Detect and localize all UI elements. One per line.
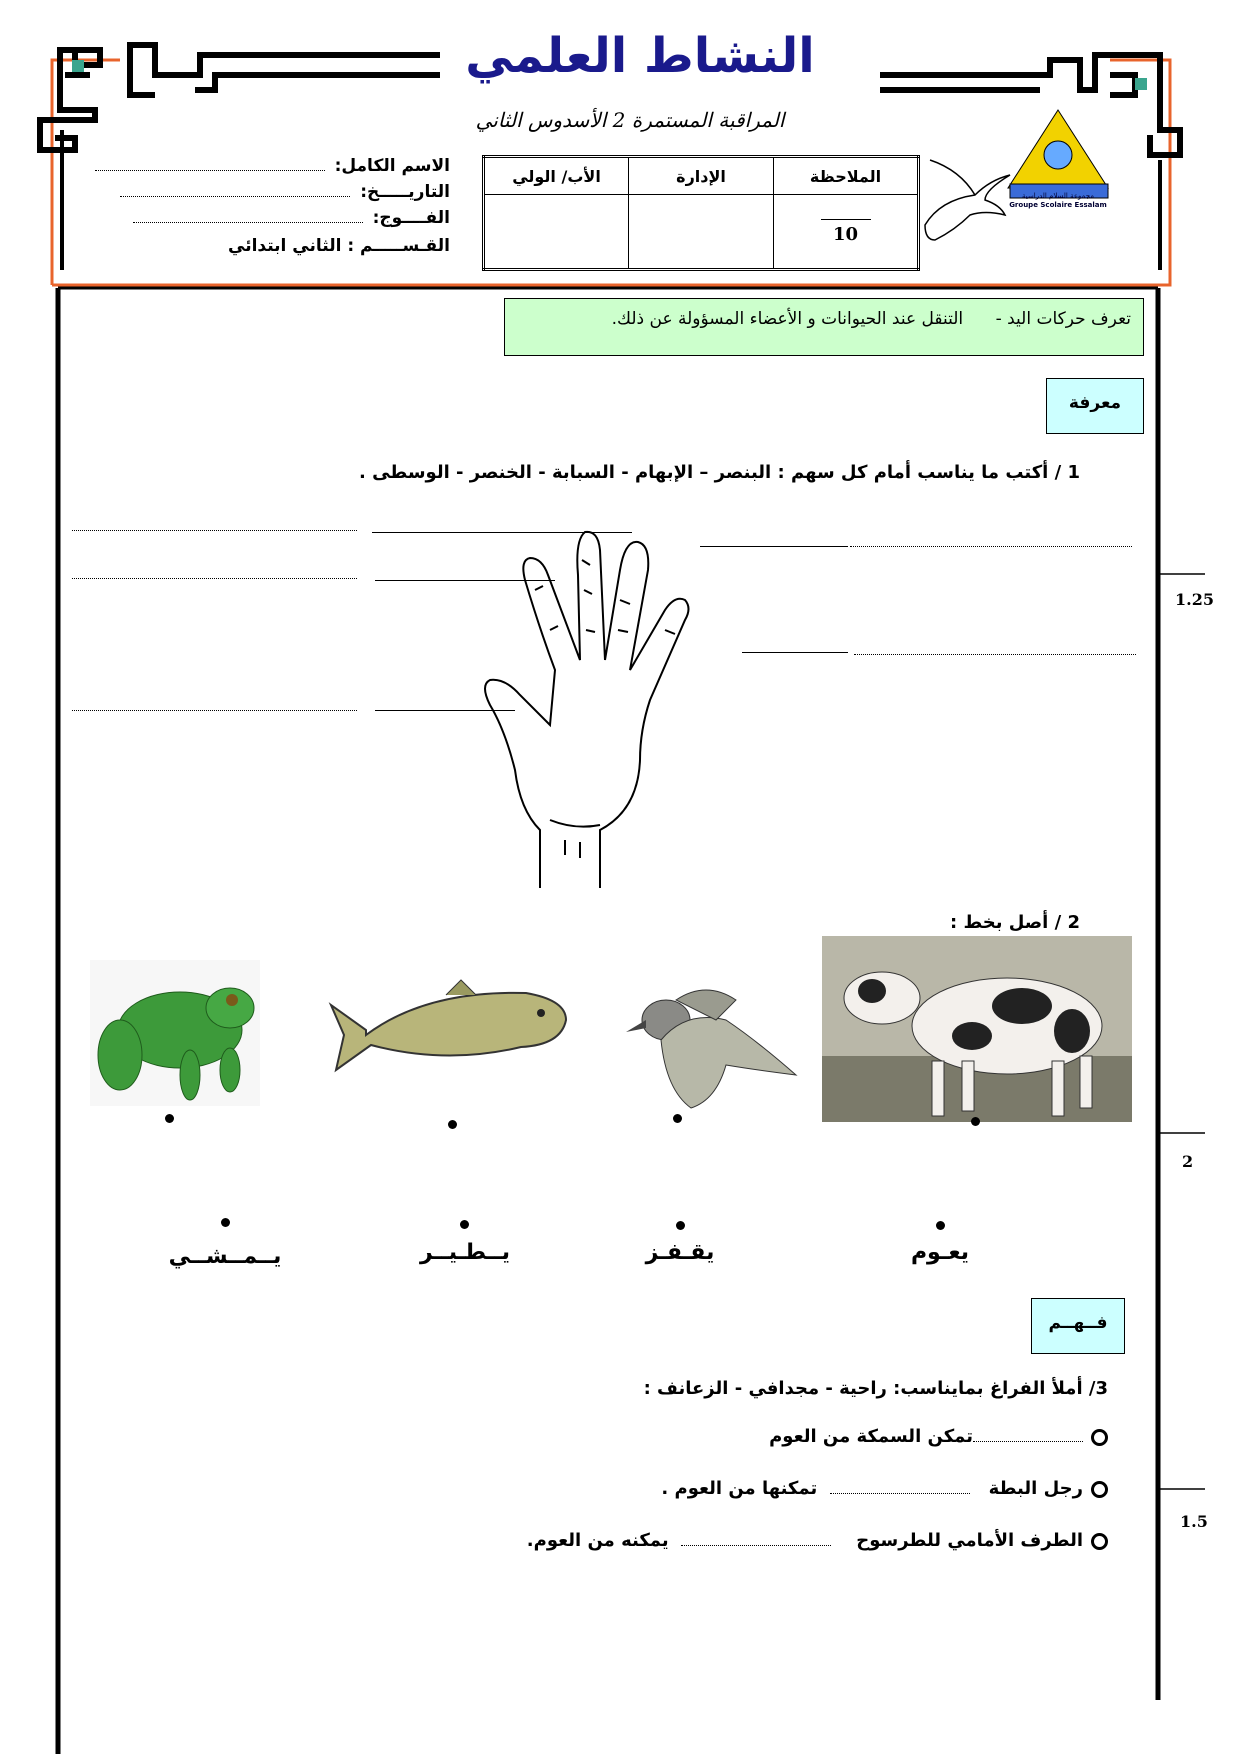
verb-dot-swim[interactable]: [936, 1221, 945, 1230]
group-blank[interactable]: [133, 210, 363, 223]
name-label: الاسم الكامل:: [334, 156, 450, 176]
parent-header: الأب/ الولي: [484, 157, 629, 195]
objective-part1: تعرف حركات اليد -: [995, 309, 1131, 329]
score-q2: 2: [1182, 1152, 1194, 1171]
arrow-2: [375, 580, 555, 581]
score-q3: 1.5: [1180, 1512, 1208, 1531]
hand-illustration: [480, 520, 780, 890]
answer-line-2[interactable]: [72, 578, 357, 579]
frog-dot[interactable]: [165, 1114, 174, 1123]
fish-image: [326, 975, 571, 1085]
arrow-4: [700, 546, 848, 547]
bullet-icon: [1091, 1429, 1108, 1446]
blank-3[interactable]: [681, 1533, 831, 1546]
name-blank[interactable]: [95, 158, 325, 171]
school-logo: [1008, 110, 1108, 198]
answer-line-3[interactable]: [72, 710, 357, 711]
bullet-icon: [1091, 1533, 1108, 1550]
fish-dot[interactable]: [448, 1120, 457, 1129]
answer-line-4[interactable]: [850, 546, 1132, 547]
arrow-1: [372, 532, 632, 533]
fill-1-after: تمكن السمكة من العوم: [769, 1426, 973, 1447]
grade-total: 10: [821, 219, 871, 245]
admin-signature-cell[interactable]: [629, 195, 774, 270]
group-field[interactable]: [90, 208, 450, 228]
frog-image: [90, 960, 260, 1106]
grade-cell: [774, 195, 919, 270]
arrow-3: [375, 710, 515, 711]
fill-2-after: تمكنها من العوم .: [661, 1478, 818, 1499]
answer-line-5[interactable]: [854, 654, 1136, 655]
logo-text-fr: Groupe Scolaire Essalam: [1009, 201, 1107, 209]
logo-text-ar: مجموعة السلام الدراسية: [1022, 192, 1094, 200]
section-understanding: فــهــم: [1031, 1298, 1125, 1354]
verb-dot-fly[interactable]: [460, 1220, 469, 1229]
grade-table: [482, 155, 920, 271]
cow-dot[interactable]: [971, 1117, 980, 1126]
page-title: النشاط العلمي: [465, 28, 815, 84]
date-label: التاريـــــخ:: [360, 182, 450, 202]
date-blank[interactable]: [120, 184, 350, 197]
verb-fly: يــطـيــر: [420, 1240, 510, 1265]
class-value: الثاني ابتدائي: [228, 236, 342, 256]
pigeon-dot[interactable]: [673, 1114, 682, 1123]
name-field[interactable]: [90, 156, 450, 176]
fill-line-1: [560, 1426, 1108, 1447]
verb-swim: يعـوم: [910, 1240, 970, 1265]
fill-3-before: الطرف الأمامي للطرسوح: [856, 1530, 1083, 1551]
objective-box: [504, 298, 1144, 356]
verb-walk: يــمــشــي: [168, 1244, 282, 1269]
bullet-icon: [1091, 1481, 1108, 1498]
date-field[interactable]: [90, 182, 450, 202]
page-subtitle: المراقبة المستمرة 2 الأسدوس الثاني: [475, 108, 785, 132]
fill-3-after: يمكنه من العوم.: [526, 1530, 669, 1551]
dove-icon: [925, 160, 1010, 240]
fill-2-before: رجل البطة: [988, 1478, 1083, 1499]
pigeon-image: [606, 980, 806, 1110]
verb-dot-jump[interactable]: [676, 1221, 685, 1230]
logo-text: [1004, 192, 1112, 210]
objective-part2: التنقل عند الحيوانات و الأعضاء المسؤولة عن ذلك.: [611, 309, 964, 329]
blank-1[interactable]: [973, 1429, 1083, 1442]
blank-2[interactable]: [830, 1481, 970, 1494]
question-1: 1 / أكتب ما يناسب أمام كل سهم : البنصر – الإبهام - السبابة - الخنصر - الوسطى .: [358, 462, 1080, 483]
verb-jump: يقـفـز: [645, 1240, 715, 1265]
question-2: 2 / أصل بخط :: [949, 912, 1080, 933]
section-knowledge: معرفة: [1046, 378, 1144, 434]
answer-line-1[interactable]: [72, 530, 357, 531]
score-q1: 1.25: [1175, 590, 1214, 609]
class-field: [90, 236, 450, 256]
parent-signature-cell[interactable]: [484, 195, 629, 270]
fill-line-2: [400, 1478, 1108, 1499]
note-header: الملاحظة: [774, 157, 919, 195]
cow-image: [822, 936, 1132, 1122]
class-label: القـســـــم :: [347, 236, 450, 256]
fill-line-3: [300, 1530, 1108, 1551]
arrow-5: [742, 652, 848, 653]
admin-header: الإدارة: [629, 157, 774, 195]
question-3: 3/ أملأ الفراغ بمايناسب: راحية - مجدافي - الزعانف :: [643, 1378, 1108, 1399]
group-label: الفــــوج:: [372, 208, 450, 228]
verb-dot-walk[interactable]: [221, 1218, 230, 1227]
